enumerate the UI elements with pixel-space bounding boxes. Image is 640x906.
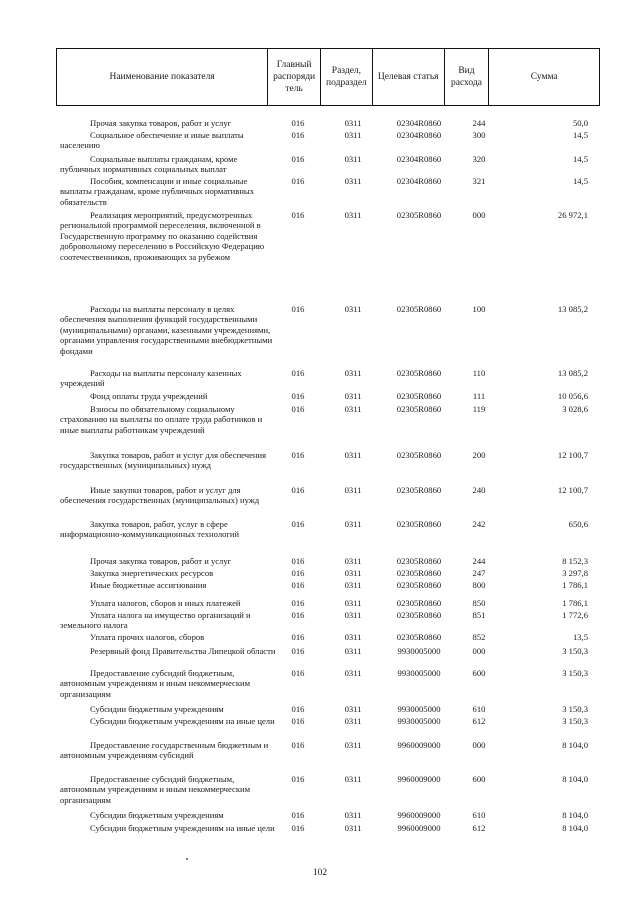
row-main-manager: 016 — [291, 823, 305, 833]
row-main-manager: 016 — [291, 485, 305, 495]
row-main-manager: 016 — [291, 810, 305, 820]
row-section: 0311 — [344, 154, 362, 164]
header-sum: Сумма — [530, 72, 558, 82]
row-sum: 3 150,3 — [562, 668, 588, 678]
row-target-article: 02305R0860 — [396, 368, 442, 378]
row-expense-kind: 100 — [472, 304, 486, 314]
row-sum: 3 028,6 — [562, 404, 588, 414]
row-target-article: 02304R0860 — [396, 154, 442, 164]
row-name: Предоставление субсидий бюджетным, автономным учреждениям и иным некоммерческим организациям — [60, 774, 251, 805]
row-expense-kind: 612 — [472, 716, 486, 726]
row-section: 0311 — [344, 598, 362, 608]
row-name: Расходы на выплаты персоналу казенных учреждений — [60, 368, 242, 389]
row-section: 0311 — [344, 210, 362, 220]
row-name: Предоставление государственным бюджетным и автономным учреждениям субсидий — [60, 740, 269, 761]
row-expense-kind: 244 — [472, 118, 486, 128]
row-name: Субсидии бюджетным учреждениям на иные цели — [90, 716, 275, 726]
row-expense-kind: 000 — [472, 210, 486, 220]
row-main-manager: 016 — [291, 519, 305, 529]
row-main-manager: 016 — [291, 304, 305, 314]
row-sum: 1 772,6 — [562, 610, 588, 620]
row-target-article: 9960009000 — [397, 823, 441, 833]
row-sum: 26 972,1 — [557, 210, 588, 220]
row-expense-kind: 242 — [472, 519, 486, 529]
row-expense-kind: 110 — [472, 368, 486, 378]
row-target-article: 02304R0860 — [396, 118, 442, 128]
row-section: 0311 — [344, 304, 362, 314]
header-section: Раздел, подраздел — [321, 49, 373, 105]
row-section: 0311 — [344, 450, 362, 460]
row-main-manager: 016 — [291, 598, 305, 608]
row-target-article: 02305R0860 — [396, 391, 442, 401]
row-section: 0311 — [344, 368, 362, 378]
row-main-manager: 016 — [291, 668, 305, 678]
row-sum: 14,5 — [572, 154, 588, 164]
row-sum: 8 152,3 — [562, 556, 588, 566]
row-main-manager: 016 — [291, 740, 305, 750]
row-main-manager: 016 — [291, 176, 305, 186]
row-target-article: 02305R0860 — [396, 210, 442, 220]
row-expense-kind: 000 — [472, 646, 486, 656]
row-main-manager: 016 — [291, 568, 305, 578]
row-target-article: 02304R0860 — [396, 176, 442, 186]
row-sum: 3 150,3 — [562, 646, 588, 656]
row-name: Закупка товаров, работ и услуг для обеспечения государственных (муниципальных) нужд — [60, 450, 267, 471]
row-section: 0311 — [344, 668, 362, 678]
row-target-article: 02305R0860 — [396, 519, 442, 529]
row-sum: 8 104,0 — [562, 774, 588, 784]
row-main-manager: 016 — [291, 580, 305, 590]
row-target-article: 02305R0860 — [396, 632, 442, 642]
row-expense-kind: 321 — [472, 176, 486, 186]
row-target-article: 02305R0860 — [396, 404, 442, 414]
row-expense-kind: 600 — [472, 774, 486, 784]
row-main-manager: 016 — [291, 130, 305, 140]
row-name: Взносы по обязательному социальному страхованию на выплаты по оплате труда работников и иные выплаты работникам учреждений — [60, 404, 263, 435]
row-main-manager: 016 — [291, 118, 305, 128]
row-sum: 10 056,6 — [557, 391, 588, 401]
row-sum: 13 085,2 — [557, 304, 588, 314]
row-name: Расходы на выплаты персоналу в целях обеспечения выполнения функций государственными (муниципальными) органами, казенными учреждениями, органами управления государственными внебюджетными фондами — [60, 304, 273, 356]
row-section: 0311 — [344, 176, 362, 186]
row-expense-kind: 610 — [472, 810, 486, 820]
row-expense-kind: 000 — [472, 740, 486, 750]
row-section: 0311 — [344, 610, 362, 620]
row-section: 0311 — [344, 774, 362, 784]
row-section: 0311 — [344, 740, 362, 750]
row-expense-kind: 240 — [472, 485, 486, 495]
row-sum: 8 104,0 — [562, 810, 588, 820]
row-target-article: 9960009000 — [397, 810, 441, 820]
row-main-manager: 016 — [291, 450, 305, 460]
row-name: Социальное обеспечение и иные выплаты населению — [60, 130, 244, 151]
row-section: 0311 — [344, 580, 362, 590]
row-target-article: 9930005000 — [397, 704, 441, 714]
row-target-article: 02304R0860 — [396, 130, 442, 140]
row-section: 0311 — [344, 118, 362, 128]
row-target-article: 9930005000 — [397, 646, 441, 656]
row-sum: 650,6 — [568, 519, 588, 529]
row-target-article: 02305R0860 — [396, 450, 442, 460]
row-name: Прочая закупка товаров, работ и услуг — [90, 118, 232, 128]
header-expense-kind: Вид расхода — [445, 49, 490, 105]
row-sum: 12 100,7 — [557, 485, 588, 495]
row-sum: 13,5 — [572, 632, 588, 642]
row-section: 0311 — [344, 519, 362, 529]
row-section: 0311 — [344, 632, 362, 642]
row-section: 0311 — [344, 485, 362, 495]
row-expense-kind: 600 — [472, 668, 486, 678]
row-section: 0311 — [344, 646, 362, 656]
row-expense-kind: 610 — [472, 704, 486, 714]
row-section: 0311 — [344, 404, 362, 414]
row-target-article: 9930005000 — [397, 716, 441, 726]
row-main-manager: 016 — [291, 391, 305, 401]
row-name: Субсидии бюджетным учреждениям — [90, 704, 224, 714]
page-number: 102 — [312, 868, 328, 878]
row-target-article: 02305R0860 — [396, 610, 442, 620]
row-name: Иные закупки товаров, работ и услуг для обеспечения государственных (муниципальных) нужд — [60, 485, 260, 506]
row-expense-kind: 119 — [472, 404, 486, 414]
row-name: Резервный фонд Правительства Липецкой области — [90, 646, 276, 656]
row-sum: 3 297,8 — [562, 568, 588, 578]
row-name: Прочая закупка товаров, работ и услуг — [90, 556, 232, 566]
row-section: 0311 — [344, 391, 362, 401]
row-sum: 14,5 — [572, 176, 588, 186]
row-name: Уплата налогов, сборов и иных платежей — [90, 598, 241, 608]
row-target-article: 02305R0860 — [396, 580, 442, 590]
row-main-manager: 016 — [291, 774, 305, 784]
row-name: Закупка товаров, работ, услуг в сфере информационно-коммуникационных технологий — [60, 519, 240, 540]
row-target-article: 02305R0860 — [396, 556, 442, 566]
row-section: 0311 — [344, 568, 362, 578]
row-expense-kind: 247 — [472, 568, 486, 578]
row-sum: 13 085,2 — [557, 368, 588, 378]
row-name: Социальные выплаты гражданам, кроме публичных нормативных социальных выплат — [60, 154, 238, 175]
row-section: 0311 — [344, 556, 362, 566]
row-name: Иные бюджетные ассигнования — [90, 580, 207, 590]
row-name: Уплата налога на имущество организаций и земельного налога — [60, 610, 251, 631]
header-name: Наименование показателя — [57, 49, 268, 105]
row-sum: 1 786,1 — [562, 580, 588, 590]
row-section: 0311 — [344, 704, 362, 714]
row-expense-kind: 851 — [472, 610, 486, 620]
row-target-article: 9960009000 — [397, 774, 441, 784]
row-section: 0311 — [344, 716, 362, 726]
row-main-manager: 016 — [291, 632, 305, 642]
row-main-manager: 016 — [291, 210, 305, 220]
header-target-article: Целевая статья — [373, 49, 445, 105]
row-main-manager: 016 — [291, 704, 305, 714]
row-sum: 8 104,0 — [562, 823, 588, 833]
row-main-manager: 016 — [291, 404, 305, 414]
row-main-manager: 016 — [291, 646, 305, 656]
row-main-manager: 016 — [291, 368, 305, 378]
row-main-manager: 016 — [291, 556, 305, 566]
row-sum: 8 104,0 — [562, 740, 588, 750]
row-sum: 1 786,1 — [562, 598, 588, 608]
row-expense-kind: 300 — [472, 130, 486, 140]
row-expense-kind: 850 — [472, 598, 486, 608]
row-target-article: 02305R0860 — [396, 304, 442, 314]
row-section: 0311 — [344, 130, 362, 140]
row-target-article: 02305R0860 — [396, 598, 442, 608]
row-expense-kind: 800 — [472, 580, 486, 590]
row-expense-kind: 612 — [472, 823, 486, 833]
row-main-manager: 016 — [291, 610, 305, 620]
row-target-article: 02305R0860 — [396, 485, 442, 495]
row-name: Пособия, компенсации и иные социальные выплаты гражданам, кроме публичных нормативных обязательств — [60, 176, 254, 207]
row-sum: 12 100,7 — [557, 450, 588, 460]
row-sum: 14,5 — [572, 130, 588, 140]
table-header — [56, 48, 600, 106]
header-main-manager: Главный распоряди тель — [268, 49, 321, 105]
row-target-article: 9930005000 — [397, 668, 441, 678]
row-target-article: 02305R0860 — [396, 568, 442, 578]
row-expense-kind: 244 — [472, 556, 486, 566]
row-sum: 50,0 — [572, 118, 588, 128]
row-expense-kind: 852 — [472, 632, 486, 642]
row-name: Реализация мероприятий, предусмотренных региональной программой переселения, включенной в Государственную программу по оказанию содействия добровольному переселению в Российскую Федерацию соотечественников, проживающих за рубежом — [60, 210, 265, 262]
row-name: Субсидии бюджетным учреждениям — [90, 810, 224, 820]
row-name: Закупка энергетических ресурсов — [90, 568, 214, 578]
row-expense-kind: 320 — [472, 154, 486, 164]
row-sum: 3 150,3 — [562, 716, 588, 726]
row-expense-kind: 200 — [472, 450, 486, 460]
row-name: Предоставление субсидий бюджетным, автономным учреждениям и иным некоммерческим организациям — [60, 668, 251, 699]
row-sum: 3 150,3 — [562, 704, 588, 714]
row-expense-kind: 111 — [472, 391, 486, 401]
row-section: 0311 — [344, 823, 362, 833]
row-main-manager: 016 — [291, 716, 305, 726]
row-target-article: 9960009000 — [397, 740, 441, 750]
row-name: Уплата прочих налогов, сборов — [90, 632, 205, 642]
scan-speck — [186, 858, 188, 860]
row-main-manager: 016 — [291, 154, 305, 164]
row-section: 0311 — [344, 810, 362, 820]
row-name: Субсидии бюджетным учреждениям на иные цели — [90, 823, 275, 833]
row-name: Фонд оплаты труда учреждений — [90, 391, 208, 401]
